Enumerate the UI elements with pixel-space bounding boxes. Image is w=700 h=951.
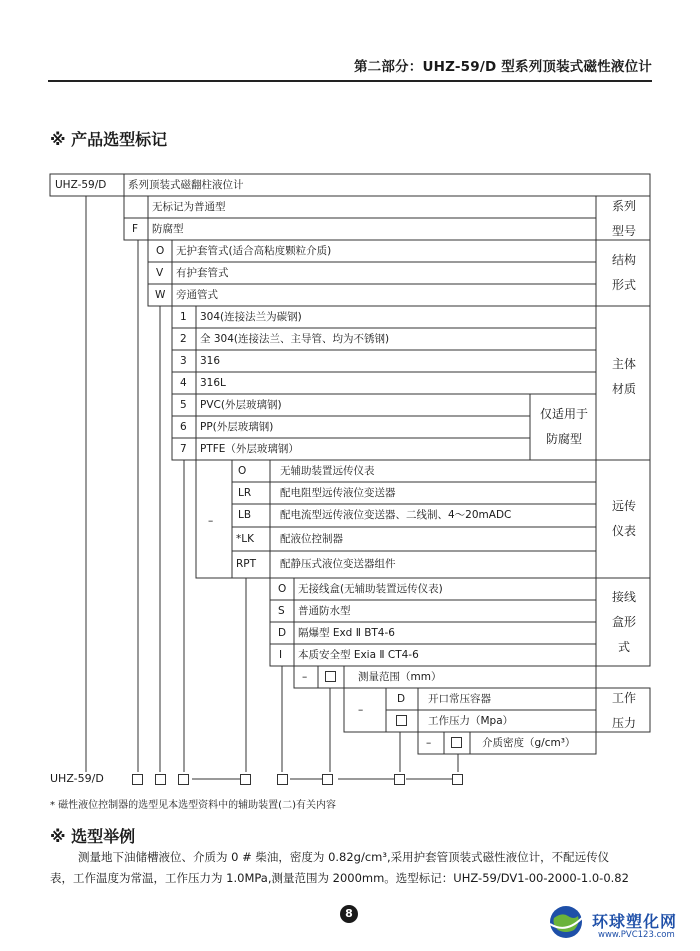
struct-v-text: 有护套管式	[176, 267, 229, 279]
series-description: 系列顶装式磁翻柱液位计	[128, 179, 244, 191]
label-pressure: 工作 压力	[611, 691, 636, 730]
code-box	[394, 774, 405, 785]
label-material: 主体 材质	[611, 357, 636, 396]
page-number: 8	[340, 905, 358, 923]
remote-code: RPT	[236, 558, 257, 570]
section-title-selection: ※ 产品选型标记	[50, 130, 168, 149]
example-line-1: 测量地下油储槽液位、介质为 0 # 柴油，密度为 0.82g/cm³,采用护套管顶装式磁性液位计，不配远传仪	[78, 850, 610, 864]
material-text: 304(连接法兰为碳钢)	[200, 311, 302, 323]
material-text: 316L	[200, 377, 226, 389]
remote-code: O	[238, 465, 247, 477]
code-box	[277, 774, 288, 785]
struct-w-code: W	[155, 289, 166, 301]
material-text: 316	[200, 355, 221, 367]
material-text: PTFE（外层玻璃钢）	[200, 443, 299, 455]
junction-code: D	[278, 627, 287, 639]
density-checkbox	[451, 737, 462, 748]
density-label: 介质密度（g/cm³）	[482, 737, 576, 749]
material-code: 3	[180, 355, 187, 367]
pressure-d-text: 开口常压容器	[428, 693, 491, 705]
globe-logo-icon	[548, 904, 584, 940]
struct-o-code: O	[156, 245, 165, 257]
pressure-d-code: D	[397, 693, 406, 705]
logo-url: www.PVC123.com	[598, 930, 675, 940]
material-text: PP(外层玻璃钢)	[200, 421, 274, 433]
label-structure: 结构 形式	[611, 253, 636, 292]
material-text: 全 304(连接法兰、主导管、均为不锈钢)	[200, 333, 390, 345]
type-f-code: F	[132, 223, 139, 235]
junction-code: I	[279, 649, 283, 661]
code-box	[155, 774, 166, 785]
remote-dash: –	[208, 515, 214, 527]
remote-text: 配静压式液位变送器组件	[280, 558, 396, 570]
model-code-label: UHZ-59/D	[55, 179, 107, 191]
range-checkbox	[325, 671, 336, 682]
pressure-checkbox	[396, 715, 407, 726]
junction-text: 普通防水型	[298, 605, 351, 617]
junction-text: 本质安全型 Exia Ⅱ CT4-6	[298, 649, 419, 661]
remote-text: 配电流型远传液位变送器、二线制、4～20mADC	[280, 509, 512, 521]
range-dash: –	[302, 671, 308, 683]
junction-code: O	[278, 583, 287, 595]
page-header-title: 第二部分：UHZ-59/D 型系列顶装式磁性液位计	[353, 59, 652, 75]
material-code: 2	[180, 333, 187, 345]
material-code: 4	[180, 377, 187, 389]
remote-text: 配液位控制器	[280, 533, 343, 545]
junction-text: 隔爆型 Exd Ⅱ BT4-6	[298, 627, 395, 639]
density-dash: –	[426, 737, 432, 749]
code-box	[452, 774, 463, 785]
material-code: 7	[180, 443, 187, 455]
material-text: PVC(外层玻璃钢)	[200, 399, 282, 411]
junction-code: S	[278, 605, 285, 617]
label-series-type: 系列 型号	[611, 199, 636, 238]
type-none-text: 无标记为普通型	[152, 201, 226, 213]
code-box	[240, 774, 251, 785]
type-f-text: 防腐型	[152, 223, 184, 235]
struct-o-text: 无护套管式(适合高粘度颗粒介质)	[176, 245, 332, 257]
logo-name: 环球塑化网	[592, 912, 678, 931]
pressure-label: 工作压力（Mpa）	[428, 715, 514, 727]
range-label: 测量范围（mm）	[358, 671, 442, 683]
remote-text: 无辅助装置远传仪表	[280, 465, 375, 477]
code-box	[178, 774, 189, 785]
junction-text: 无接线盒(无辅助装置远传仪表)	[298, 583, 443, 595]
pressure-dash: –	[358, 704, 364, 716]
label-anticorrosion: 仅适用于 防腐型	[539, 407, 588, 446]
bottom-model-code: UHZ-59/D	[50, 772, 104, 785]
code-box	[322, 774, 333, 785]
remote-code: LB	[238, 509, 252, 521]
label-junction: 接线 盒形 式	[611, 590, 636, 654]
code-box	[132, 774, 143, 785]
struct-w-text: 旁通管式	[176, 289, 218, 301]
struct-v-code: V	[156, 267, 164, 279]
material-code: 5	[180, 399, 187, 411]
section-title-example: ※ 选型举例	[50, 827, 136, 846]
example-line-2: 表，工作温度为常温，工作压力为 1.0MPa,测量范围为 2000mm。选型标记：UHZ-59/DV1-00-2000-1.0-0.82	[50, 871, 629, 885]
material-code: 1	[180, 311, 187, 323]
remote-text: 配电阻型远传液位变送器	[280, 487, 396, 499]
remote-code: *LK	[236, 533, 254, 545]
footnote: * 磁性液位控制器的选型见本选型资料中的辅助装置(二)有关内容	[50, 800, 336, 811]
material-code: 6	[180, 421, 187, 433]
label-remote: 远传 仪表	[611, 499, 636, 538]
remote-code: LR	[238, 487, 252, 499]
